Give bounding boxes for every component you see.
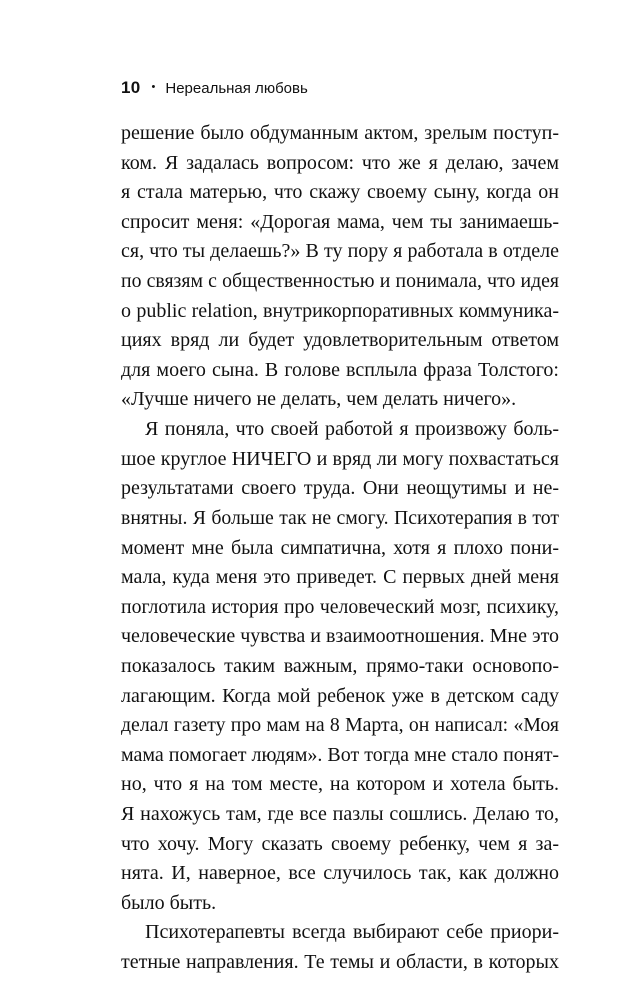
text-line: Я поняла, что своей работой я произвожу боль- (145, 418, 559, 441)
text-line: для моего сына. В голове всплыла фраза Толстого: (121, 358, 559, 381)
text-line: делал газету про мам на 8 Марта, он написал: «Моя (121, 714, 559, 737)
paragraph-3 (121, 918, 559, 977)
text-line: мала, куда меня это приведет. С первых дней меня (121, 566, 559, 589)
text-line: циях вряд ли будет удовлетворительным ответом (121, 329, 559, 352)
text-line: было быть. (121, 891, 217, 914)
text-line: по связям с общественностью и понимала, что идея (121, 270, 559, 293)
paragraph-1 (121, 119, 559, 415)
text-line: спросит меня: «Дорогая мама, чем ты занимаешь- (121, 210, 559, 233)
paragraph-2 (121, 415, 559, 918)
running-head (121, 76, 308, 100)
text-line: человеческие чувства и взаимоотношения. Мне это (121, 625, 560, 648)
text-line: тетные направления. Те темы и области, в которых (121, 951, 559, 974)
text-line: внятны. Я больше так не смогу. Психотерапия в тот (121, 506, 559, 529)
text-line: лагающим. Когда мой ребенок уже в детском саду (121, 684, 559, 707)
body-text (121, 119, 559, 978)
text-line: ком. Я задалась вопросом: что же я делаю, зачем (121, 151, 559, 174)
text-line: Психотерапевты всегда выбирают себе приори- (145, 921, 559, 944)
book-title: Нереальная любовь (165, 79, 308, 97)
text-line: «Лучше ничего не делать, чем делать ничего». (121, 388, 517, 411)
text-line: но, что я на том месте, на котором и хотела быть. (121, 773, 559, 796)
text-line: о public relation, внутрикорпоративных коммуника- (121, 299, 559, 322)
text-line: мама помогает людям». Вот тогда мне стало понят- (121, 743, 560, 766)
text-line: результатами своего труда. Они неощутимы и не- (121, 477, 559, 500)
text-line: поглотила история про человеческий мозг, психику, (121, 595, 559, 618)
text-line: решение было обдуманным актом, зрелым поступ- (121, 122, 559, 144)
text-line: Я нахожусь там, где все пазлы сошлись. Делаю то, (121, 803, 559, 826)
text-line: показалось таким важным, прямо-таки основопо- (121, 654, 559, 677)
text-line: момент мне была симпатична, хотя я плохо пони- (121, 536, 559, 559)
page-number: 10 (121, 78, 141, 97)
text-line: нята. И, наверное, все случилось так, как должно (121, 862, 559, 885)
text-line: я стала матерью, что скажу своему сыну, когда он (121, 181, 559, 204)
bullet-separator: • (151, 81, 156, 93)
text-line: ся, что ты делаешь?» В ту пору я работала в отделе (121, 240, 559, 263)
text-line: что хочу. Могу сказать своему ребенку, чем я за- (121, 832, 559, 855)
text-line: шое круглое НИЧЕГО и вряд ли могу похвастаться (121, 447, 559, 470)
